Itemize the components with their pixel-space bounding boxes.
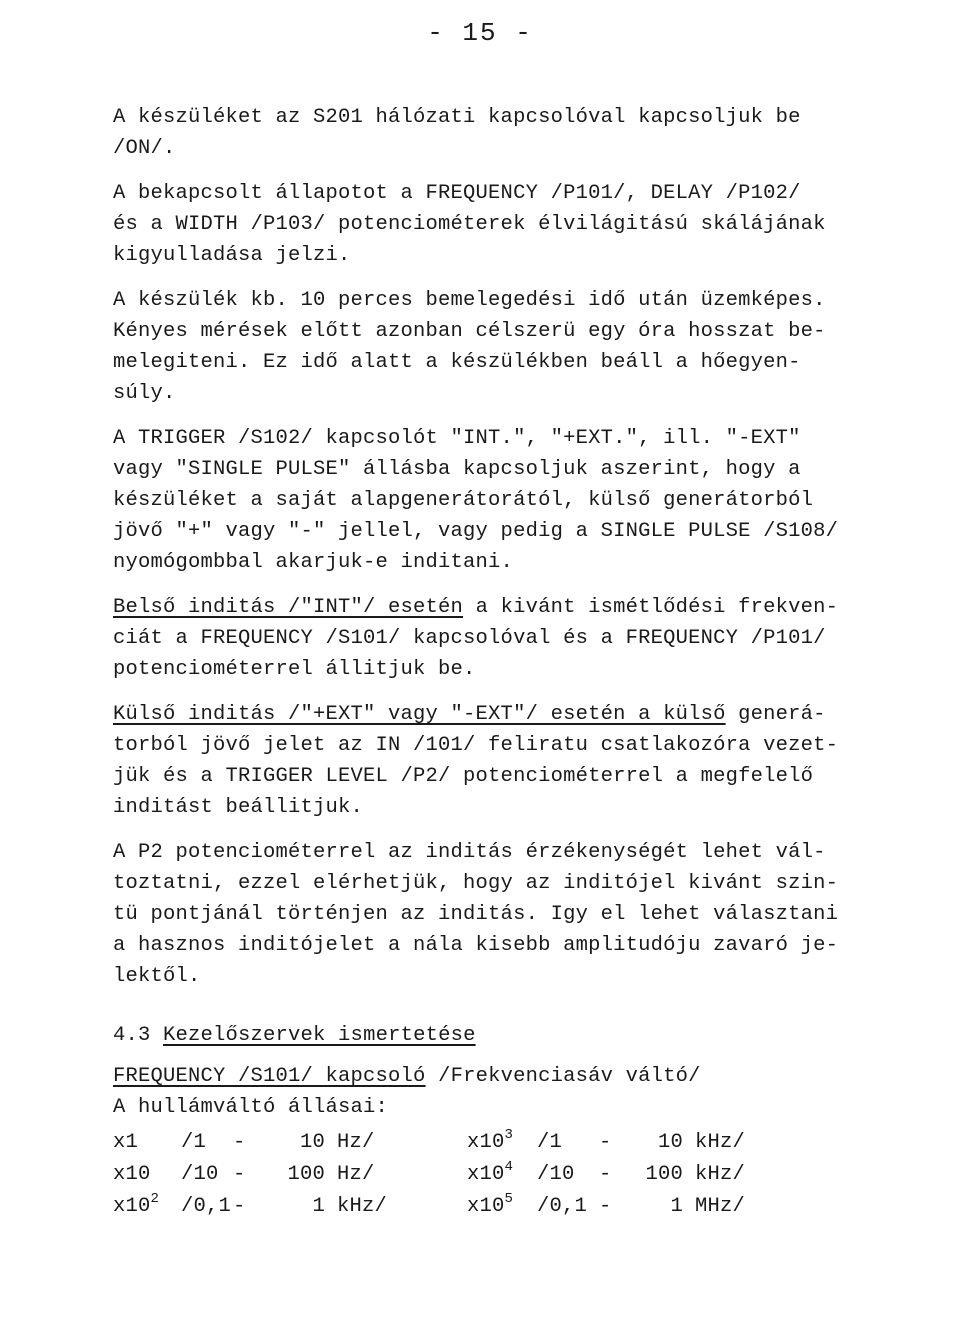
text-span: a kivánt ismétlődési frekven- [463, 596, 839, 619]
text-line: kigyulladása jelzi. [113, 244, 351, 267]
range-dash: - [233, 1163, 246, 1186]
paragraph-trigger [113, 423, 853, 578]
underlined-label: Belső inditás /"INT"/ esetén [113, 596, 464, 619]
range-from: /0,1 [181, 1195, 232, 1218]
range-unit: Hz/ [337, 1131, 375, 1154]
range-from: /1 [537, 1131, 563, 1154]
text-line: toztatni, ezzel elérhetjük, hogy az inditójel kivánt szin- [113, 872, 839, 895]
range-dash: - [599, 1195, 612, 1218]
text-line: /ON/. [113, 137, 176, 160]
text-line: potenciométerrel állitjuk be. [113, 658, 476, 681]
text-line: A készülék kb. 10 perces bemelegedési idő után üzemképes. [113, 289, 826, 312]
range-to: 100 [287, 1163, 325, 1186]
paragraph-power-on [113, 102, 853, 164]
range-unit: kHz/ [695, 1131, 746, 1154]
section-title: Kezelőszervek ismertetése [163, 1024, 476, 1047]
page-number: - 15 - [427, 18, 533, 48]
text-line [113, 699, 853, 730]
section-heading [113, 1020, 853, 1051]
text-line [113, 1061, 853, 1092]
text-line: nyomógombbal akarjuk-e inditani. [113, 551, 514, 574]
text-line: A P2 potenciométerrel az inditás érzékenységét lehet vál- [113, 841, 826, 864]
text-line: melegiteni. Ez idő alatt a készülékben beáll a hőegyen- [113, 351, 801, 374]
text-line: A bekapcsolt állapotot a FREQUENCY /P101/, DELAY /P102/ [113, 182, 801, 205]
text-span: generá- [725, 703, 826, 726]
range-from: /1 [181, 1131, 207, 1154]
text-line: A készüléket az S201 hálózati kapcsolóval kapcsoljuk be [113, 106, 801, 129]
text-line: súly. [113, 382, 176, 405]
range-dash: - [233, 1131, 246, 1154]
text-line: és a WIDTH /P103/ potenciométerek élvilágitású skálájának [113, 213, 826, 236]
text-line: A hullámváltó állásai: [113, 1096, 389, 1119]
range-row [113, 1127, 745, 1159]
text-line: ciát a FREQUENCY /S101/ kapcsolóval és a FREQUENCY /P101/ [113, 627, 826, 650]
section-number: 4.3 [113, 1024, 151, 1047]
range-multiplier: $x10^2$ [113, 1191, 160, 1218]
range-from: /10 [181, 1163, 219, 1186]
range-to: 100 [645, 1163, 683, 1186]
range-dash: - [599, 1131, 612, 1154]
text-line: vagy "SINGLE PULSE" állásba kapcsoljuk aszerint, hogy a [113, 458, 801, 481]
range-from: /10 [537, 1163, 575, 1186]
range-dash: - [599, 1163, 612, 1186]
range-multiplier: x1 [113, 1131, 139, 1154]
text-line: jövő "+" vagy "-" jellel, vagy pedig a SINGLE PULSE /S108/ [113, 520, 839, 543]
text-line: Kényes mérések előtt azonban célszerü egy óra hosszat be- [113, 320, 826, 343]
text-line: lektől. [113, 965, 201, 988]
underlined-label: Külső inditás /"+EXT" vagy "-EXT"/ esetén a külső [113, 703, 726, 726]
range-row [113, 1191, 745, 1223]
range-multiplier: x10 [113, 1163, 151, 1186]
text-line: a hasznos inditójelet a nála kisebb amplitudóju zavaró je- [113, 934, 839, 957]
range-to: 1 [670, 1195, 683, 1218]
underlined-label: FREQUENCY /S101/ kapcsoló [113, 1065, 426, 1088]
range-from: /0,1 [537, 1195, 588, 1218]
range-to: 10 [299, 1131, 325, 1154]
text-line: tü pontjánál történjen az inditás. Igy el lehet választani [113, 903, 839, 926]
range-unit: Hz/ [337, 1163, 375, 1186]
text-line: inditást beállitjuk. [113, 796, 364, 819]
text-line: A TRIGGER /S102/ kapcsolót "INT.", "+EXT.", ill. "-EXT" [113, 427, 801, 450]
range-unit: kHz/ [337, 1195, 388, 1218]
range-to: 10 [657, 1131, 683, 1154]
range-multiplier: $x10^5$ [467, 1191, 514, 1218]
range-to: 1 [312, 1195, 325, 1218]
range-unit: kHz/ [695, 1163, 746, 1186]
range-multiplier: $x10^3$ [467, 1127, 514, 1154]
range-dash: - [233, 1195, 246, 1218]
paragraph-warmup [113, 285, 853, 409]
text-line [113, 592, 853, 623]
text-line: jük és a TRIGGER LEVEL /P2/ potenciométerrel a megfelelő [113, 765, 814, 788]
paragraph-indicator [113, 178, 853, 271]
document-body [113, 102, 853, 1223]
paragraph-internal-trigger [113, 592, 853, 685]
text-line: készüléket a saját alapgenerátorától, külső generátorból [113, 489, 814, 512]
text-line: torból jövő jelet az IN /101/ feliratu csatlakozóra vezet- [113, 734, 839, 757]
range-table [113, 1127, 745, 1223]
text-span: /Frekvenciasáv váltó/ [425, 1065, 701, 1088]
paragraph-external-trigger [113, 699, 853, 823]
range-multiplier: $x10^4$ [467, 1159, 514, 1186]
paragraph-sensitivity [113, 837, 853, 992]
range-unit: MHz/ [695, 1195, 746, 1218]
range-row [113, 1159, 745, 1191]
